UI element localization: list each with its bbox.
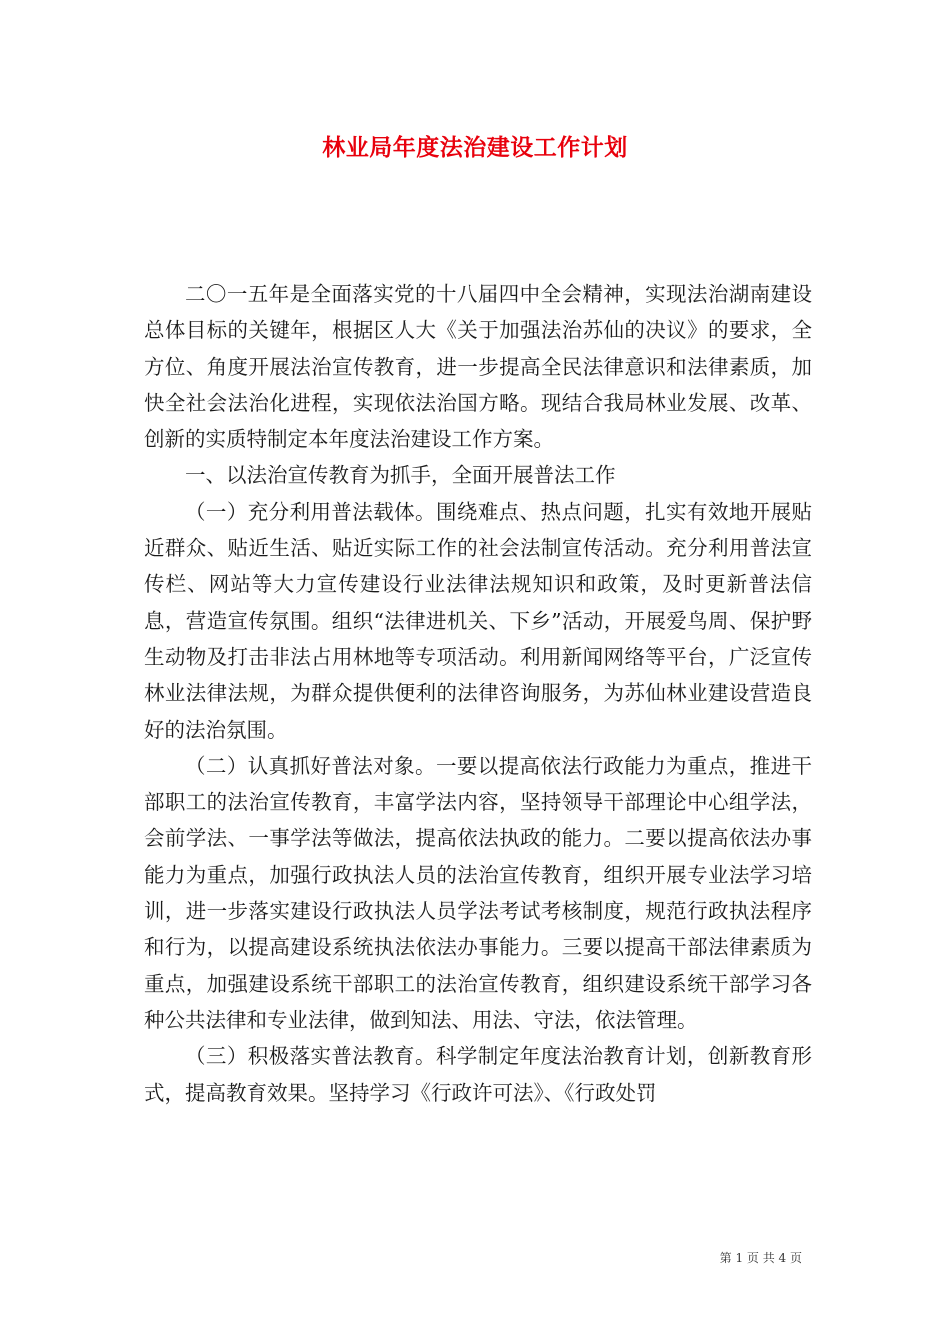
paragraph-intro: 二〇一五年是全面落实党的十八届四中全会精神，实现法治湖南建设总体目标的关键年，根据区人大《关于加强法治苏仙的决议》的要求，全方位、角度开展法治宣传教育，进一步提高全民法律意识和法律素质，加快全社会法治化进程，实现依法治国方略。现结合我局林业发展、改革、创新的实质特制定本年度法治建设工作方案。 [144, 282, 812, 452]
section-heading-1: 一、以法治宣传教育为抓手，全面开展普法工作 [185, 463, 616, 488]
page-number: 第 1 页 共 4 页 [719, 1251, 802, 1265]
document-body [144, 276, 812, 1111]
paragraph-1: （一）充分利用普法载体。围绕难点、热点问题，扎实有效地开展贴近群众、贴近生活、贴近实际工作的社会法制宣传活动。充分利用普法宣传栏、网站等大力宣传建设行业法律法规知识和政策，及时更新普法信息，营造宣传氛围。组织“法律进机关、下乡”活动，开展爱鸟周、保护野生动物及打击非法占用林地等专项活动。利用新闻网络等平台，广泛宣传林业法律法规，为群众提供便利的法律咨询服务，为苏仙林业建设营造良好的法治氛围。 [144, 499, 812, 742]
document-title: 林业局年度法治建设工作计划 [322, 134, 628, 161]
paragraph-3: （三）积极落实普法教育。科学制定年度法治教育计划，创新教育形式，提高教育效果。坚持学习《行政许可法》、《行政处罚 [144, 1044, 812, 1105]
paragraph-2: （二）认真抓好普法对象。一要以提高依法行政能力为重点，推进干部职工的法治宣传教育，丰富学法内容，坚持领导干部理论中心组学法，会前学法、一事学法等做法，提高依法执政的能力。二要以提高依法办事能力为重点，加强行政执法人员的法治宣传教育，组织开展专业法学习培训，进一步落实建设行政执法人员学法考试考核制度，规范行政执法程序和行为，以提高建设系统执法依法办事能力。三要以提高干部法律素质为重点，加强建设系统干部职工的法治宣传教育，组织建设系统干部学习各种公共法律和专业法律，做到知法、用法、守法，依法管理。 [144, 753, 812, 1032]
